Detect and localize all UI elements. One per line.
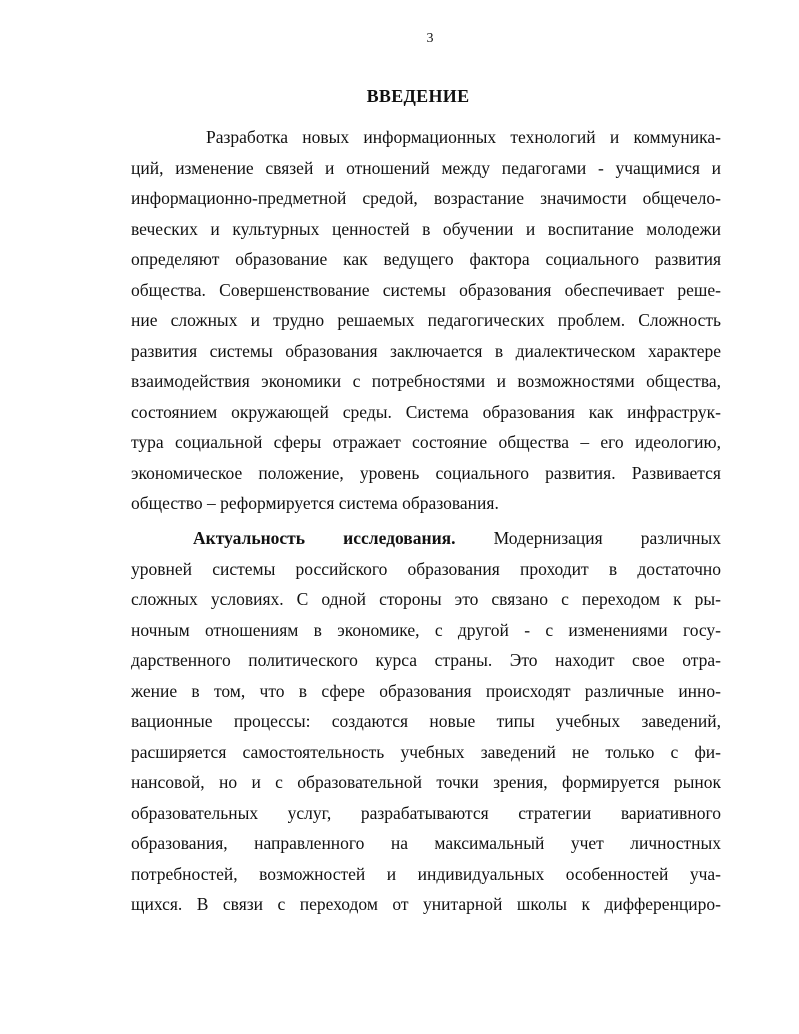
text-line: веческих и культурных ценностей в обучении и воспитание молодежи <box>131 218 721 239</box>
text-line: ночным отношениям в экономике, с другой - с изменениями госу- <box>131 619 721 640</box>
text-line: общество – реформируется система образования. <box>131 493 499 513</box>
text-line: определяют образование как ведущего фактора социального развития <box>131 249 721 269</box>
relevance-first-line-rest: Модернизация различных <box>455 528 721 548</box>
intro-paragraph <box>131 122 721 519</box>
text-line-first <box>131 523 721 554</box>
text-line: щихся. В связи с переходом от унитарной школы к дифференциро- <box>131 894 721 914</box>
text-line: общества. Совершенствование системы образования обеспечивает реше- <box>131 279 721 300</box>
text-line: потребностей, возможностей и индивидуальных особенностей уча- <box>131 863 721 884</box>
text-line: вационные процессы: создаются новые типы учебных заведений, <box>131 711 721 731</box>
text-line: ций, изменение связей и отношений между педагогами - учащимися и <box>131 157 721 178</box>
text-line: дарственного политического курса страны. Это находит свое отра- <box>131 650 721 670</box>
text-line: образования, направленного на максимальный учет личностных <box>131 833 721 853</box>
text-line: жение в том, что в сфере образования происходят различные инно- <box>131 680 721 701</box>
text-line: информационно-предметной средой, возрастание значимости общечело- <box>131 188 721 208</box>
relevance-paragraph <box>131 523 721 920</box>
text-line: развития системы образования заключается в диалектическом характере <box>131 340 721 361</box>
text-line: экономическое положение, уровень социального развития. Развивается <box>131 462 721 483</box>
text-line: ние сложных и трудно решаемых педагогических проблем. Сложность <box>131 310 721 330</box>
text-line: расширяется самостоятельность учебных заведений не только с фи- <box>131 741 721 762</box>
text-line: сложных условиях. С одной стороны это связано с переходом к ры- <box>131 589 721 609</box>
page-number: 3 <box>426 31 434 46</box>
text-line: взаимодействия экономики с потребностями и возможностями общества, <box>131 371 721 391</box>
text-line: образовательных услуг, разрабатываются стратегии вариативного <box>131 802 721 823</box>
text-line: нансовой, но и с образовательной точки зрения, формируется рынок <box>131 772 721 792</box>
text-line: Разработка новых информационных технологий и коммуника- <box>206 127 721 147</box>
text-line: уровней системы российского образования проходит в достаточно <box>131 558 721 579</box>
text-line: тура социальной сферы отражает состояние общества – его идеологию, <box>131 432 721 452</box>
relevance-lead: Актуальность исследования. <box>193 528 456 548</box>
text-line: состоянием окружающей среды. Система образования как инфраструк- <box>131 401 721 422</box>
section-heading: ВВЕДЕНИЕ <box>366 86 470 106</box>
